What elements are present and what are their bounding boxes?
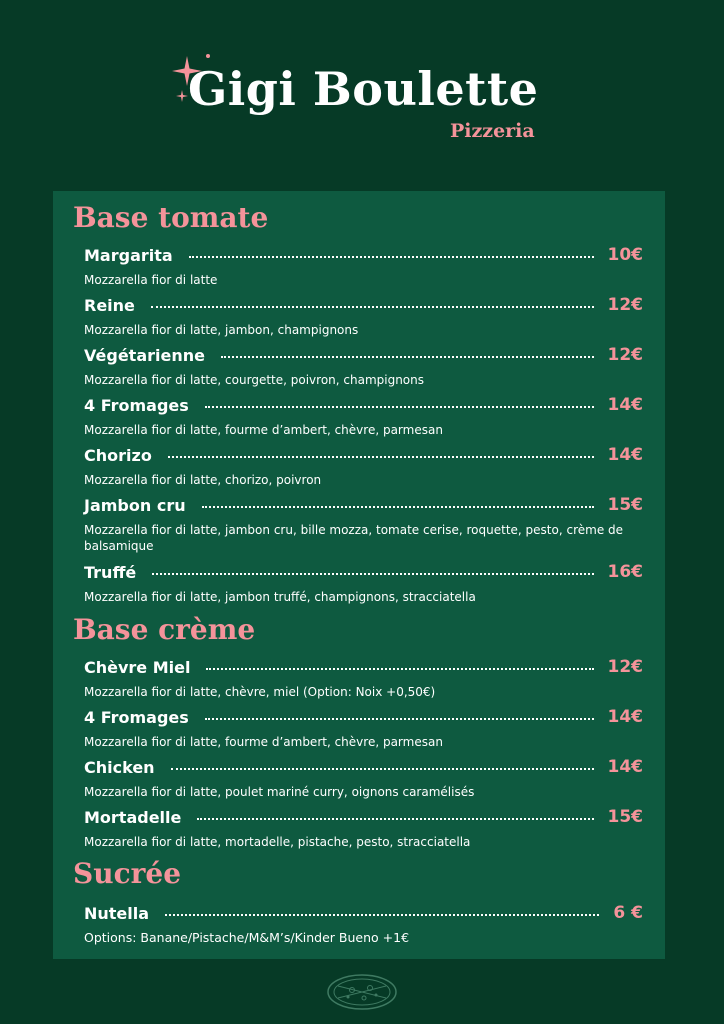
section-title-sucree: Sucrée <box>73 857 182 890</box>
item-price: 14€ <box>607 395 643 415</box>
brand-subtitle: Pizzeria <box>450 120 535 142</box>
dotted-leader <box>221 356 594 358</box>
item-description: Mozzarella fior di latte, fourme d’ambert, chèvre, parmesan <box>84 735 443 749</box>
dotted-leader <box>206 668 593 670</box>
dotted-leader <box>165 914 599 916</box>
menu-panel <box>53 191 665 959</box>
item-name: Chèvre Miel <box>84 657 191 677</box>
item-name: Chorizo <box>84 445 152 465</box>
item-description: Mozzarella fior di latte, chèvre, miel (Option: Noix +0,50€) <box>84 685 436 699</box>
item-price: 12€ <box>607 657 643 677</box>
dotted-leader <box>205 406 594 408</box>
item-price: 12€ <box>607 295 643 315</box>
dotted-leader <box>168 456 594 458</box>
menu-item-reine <box>84 293 643 317</box>
item-price: 10€ <box>607 245 643 265</box>
item-price: 16€ <box>607 562 643 582</box>
item-name: Truffé <box>84 562 137 582</box>
item-price: 6 € <box>613 903 643 923</box>
item-price: 14€ <box>607 445 643 465</box>
menu-item-margarita <box>84 243 643 267</box>
menu-item-4-fromages-creme <box>84 705 643 729</box>
dotted-leader <box>202 506 594 508</box>
item-name: 4 Fromages <box>84 395 189 415</box>
dotted-leader <box>171 768 594 770</box>
menu-item-vegetarienne <box>84 343 643 367</box>
item-price: 15€ <box>607 807 643 827</box>
item-description: Mozzarella fior di latte, fourme d’ambert, chèvre, parmesan <box>84 423 443 437</box>
item-description: Mozzarella fior di latte <box>84 273 218 287</box>
item-name: Jambon cru <box>84 495 186 515</box>
menu-header <box>0 0 724 180</box>
pizza-icon <box>326 972 398 1012</box>
item-description: Mozzarella fior di latte, poulet mariné curry, oignons caramélisés <box>84 785 475 799</box>
brand-title: Gigi Boulette <box>188 62 539 116</box>
item-name: Nutella <box>84 903 150 923</box>
section-title-base-tomate: Base tomate <box>73 201 269 234</box>
sparkle-small-icon <box>176 90 188 102</box>
item-name: 4 Fromages <box>84 707 189 727</box>
dotted-leader <box>189 256 594 258</box>
item-description: Mozzarella fior di latte, chorizo, poivron <box>84 473 322 487</box>
menu-item-chorizo <box>84 443 643 467</box>
dotted-leader <box>151 306 594 308</box>
item-description: Options: Banane/Pistache/M&M’s/Kinder Bueno +1€ <box>84 930 410 945</box>
item-price: 12€ <box>607 345 643 365</box>
item-name: Végétarienne <box>84 345 205 365</box>
menu-item-chevre-miel <box>84 655 643 679</box>
item-name: Chicken <box>84 757 155 777</box>
item-price: 15€ <box>607 495 643 515</box>
dotted-leader <box>205 718 594 720</box>
sparkle-dot-icon <box>204 52 212 60</box>
item-name: Reine <box>84 295 135 315</box>
menu-item-jambon-cru <box>84 493 643 517</box>
section-title-base-creme: Base crème <box>73 613 256 646</box>
item-description: Mozzarella fior di latte, jambon truffé, champignons, stracciatella <box>84 590 476 604</box>
menu-item-truffe <box>84 560 643 584</box>
dotted-leader <box>197 818 593 820</box>
item-description: Mozzarella fior di latte, mortadelle, pistache, pesto, stracciatella <box>84 835 471 849</box>
menu-item-mortadelle <box>84 805 643 829</box>
dotted-leader <box>152 573 593 575</box>
item-description: Mozzarella fior di latte, jambon, champignons <box>84 323 359 337</box>
item-price: 14€ <box>607 707 643 727</box>
item-price: 14€ <box>607 757 643 777</box>
item-description: Mozzarella fior di latte, courgette, poivron, champignons <box>84 373 425 387</box>
item-name: Margarita <box>84 245 173 265</box>
menu-item-nutella <box>84 901 643 925</box>
menu-item-chicken <box>84 755 643 779</box>
menu-item-4-fromages <box>84 393 643 417</box>
item-description: Mozzarella fior di latte, jambon cru, bille mozza, tomate cerise, roquette, pesto, crème de balsamique <box>84 523 624 553</box>
item-name: Mortadelle <box>84 807 182 827</box>
